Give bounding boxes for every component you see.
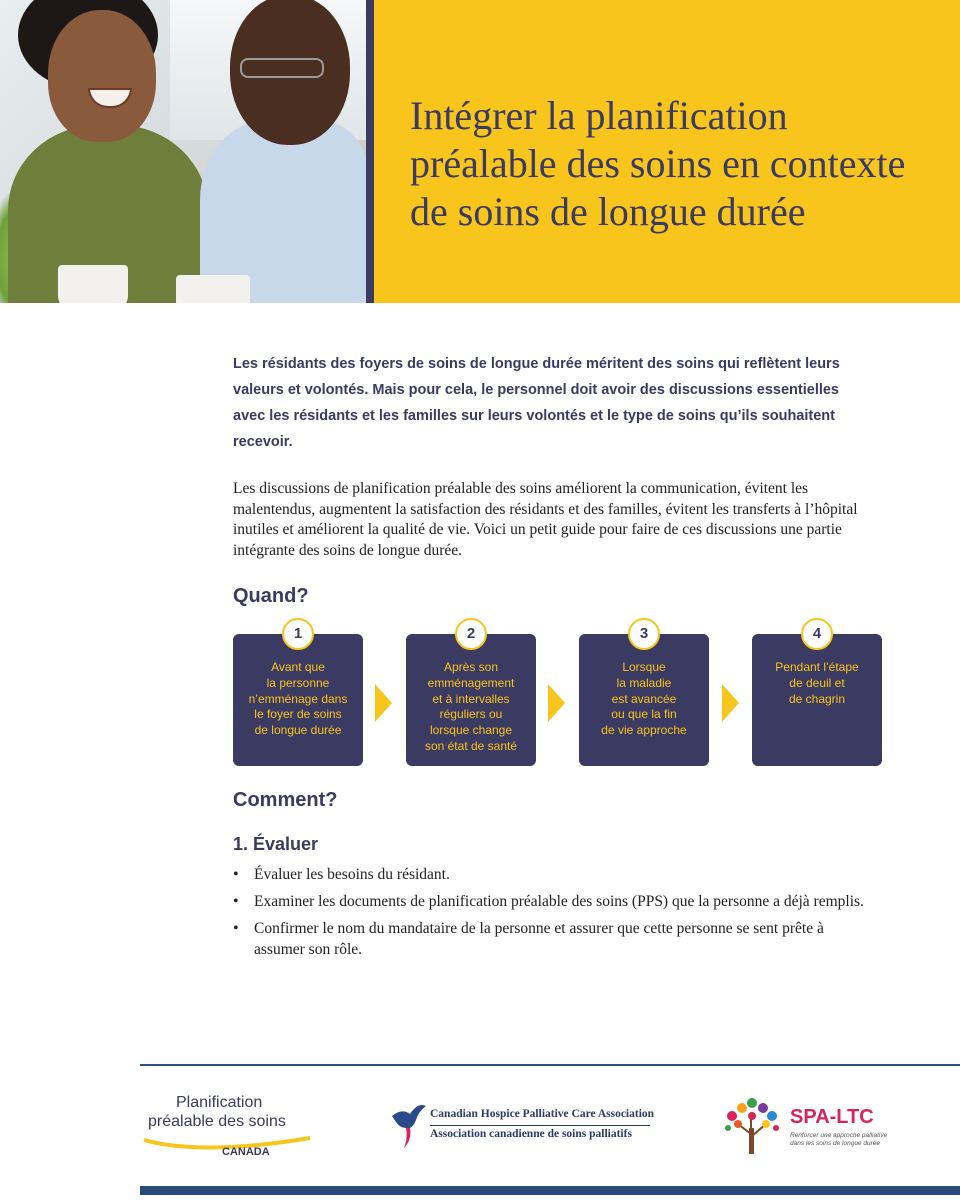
logo-tagline: Renforcer une approche palliative <box>790 1132 888 1139</box>
spa-ltc-logo <box>718 1094 888 1158</box>
header-divider <box>366 0 374 303</box>
photo-cup <box>176 275 250 303</box>
logo-text: Planification <box>176 1094 263 1111</box>
step-card-4 <box>752 625 882 766</box>
logo-text: CANADA <box>222 1146 270 1158</box>
list-item: • Confirmer le nom du mandataire de la personne et assurer que cette personne se sent prête à assumer son rôle. <box>233 918 873 960</box>
evaluate-heading: 1. Évaluer <box>233 834 319 854</box>
dove-icon <box>388 1098 428 1150</box>
header-photo <box>0 0 366 303</box>
logo-divider <box>430 1125 650 1126</box>
list-item: • Évaluer les besoins du résidant. <box>233 864 873 885</box>
logo-text: Canadian Hospice Palliative Care Association <box>430 1108 655 1120</box>
logo-text: Association canadienne de soins palliatifs <box>430 1128 632 1140</box>
evaluate-list <box>233 864 873 966</box>
title-panel <box>374 0 960 303</box>
step-text: Pendant l’étape de deuil et de chagrin <box>775 660 859 706</box>
step-card-2 <box>406 625 536 766</box>
step-card-3 <box>579 625 709 766</box>
step-number: 2 <box>455 618 487 650</box>
tree-icon <box>718 1094 786 1156</box>
pps-canada-logo <box>140 1094 315 1174</box>
photo-woman-face <box>48 10 156 142</box>
step-text: Lorsque la maladie est avancée ou que la fin de vie approche <box>601 660 687 738</box>
footer-bar <box>140 1186 960 1195</box>
when-heading: Quand? <box>233 585 309 607</box>
how-heading: Comment? <box>233 789 338 811</box>
photo-man-glasses <box>240 58 324 78</box>
chpca-logo <box>388 1098 658 1158</box>
step-card-1 <box>233 625 363 766</box>
step-text: Après son emménagement et à intervalles réguliers ou lorsque change son état de santé <box>424 660 518 753</box>
chevron-right-icon <box>722 684 739 722</box>
logo-text: préalable des soins <box>148 1113 286 1130</box>
page-title: Intégrer la planification préalable des soins en contexte de soins de longue durée <box>410 93 906 234</box>
step-number: 4 <box>801 618 833 650</box>
photo-cup <box>58 265 128 303</box>
step-text: Avant que la personne n’emménage dans le foyer de soins de longue durée <box>248 660 348 738</box>
chevron-right-icon <box>375 684 392 722</box>
step-number: 1 <box>282 618 314 650</box>
logo-text: SPA-LTC <box>790 1106 874 1128</box>
list-item: • Examiner les documents de planification préalable des soins (PPS) que la personne a déjà remplis. <box>233 891 873 912</box>
footer-rule <box>140 1064 960 1066</box>
intro-lead: Les résidants des foyers de soins de longue durée méritent des soins qui reflètent leurs valeurs et volontés. Mais pour cela, le personnel doit avoir des discussions essentielles avec les résidants et les familles sur leurs volontés et le type de soins qu’ils souhaitent recevoir. <box>233 356 840 450</box>
logo-tagline: dans les soins de longue durée <box>790 1140 880 1147</box>
step-number: 3 <box>628 618 660 650</box>
intro-paragraph: Les discussions de planification préalable des soins améliorent la communication, évitent les malentendus, augmentent la satisfaction des résidants et des familles, évitent les transferts à l’hôpital inutiles et améliorent la qualité de vie. Voici un petit guide pour faire de ces discussions une partie intégrante des soins de longue durée. <box>233 480 858 559</box>
chevron-right-icon <box>548 684 565 722</box>
